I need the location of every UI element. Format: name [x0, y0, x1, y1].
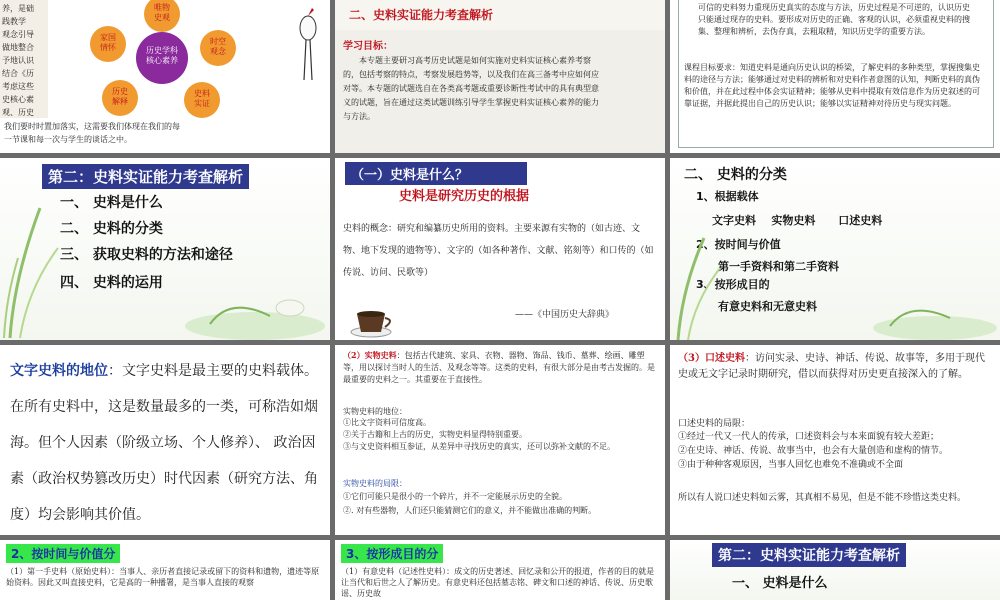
slide-4[interactable]	[0, 158, 330, 340]
slide-3[interactable]	[670, 0, 1000, 153]
slide-2[interactable]	[335, 0, 665, 153]
oral-source-intro-text: ：访问实录、史诗、神话、传说、故事等，多用于现代史或无文字记录时期研究，借以而获得对历史更直接深入的了解。	[678, 353, 985, 380]
coffee-cup-illustration	[349, 300, 399, 338]
slide-1-bottom-line-2: 一节课和每一次与学生的谈话之中。	[4, 135, 132, 144]
slide-3-text: 可信的史料努力重现历史真实的态度与方法，历史过程是不可逆的，认识历史只能通过现存的史料。要形成对历史的正确、客观的认识，必须重视史料的搜集、整理和辨析，去伪存真，去粗取精，知识历史学的重要方法。	[698, 3, 970, 36]
oral-source-label: （3）口述史料	[678, 353, 745, 364]
oral-limit-title: 口述史料的局限：	[678, 419, 751, 429]
physical-limit-2: ②. 对有些器物，人们还只能猜测它们的意义，并不能做出准确的判断。	[343, 506, 597, 515]
physical-source-intro	[343, 349, 659, 386]
physical-status-3: ③与文史资料相互参证，从差异中寻找历史的真实，还可以弥补文献的不足。	[343, 442, 615, 451]
physical-status-title: 实物史料的地位：	[343, 407, 407, 416]
outline-item-3: 三、 获取史料的方法和途径	[60, 247, 233, 263]
grass-decoration-left	[0, 188, 70, 338]
physical-limit-title: 实物史料的局限：	[343, 479, 407, 488]
slide-1-left-column	[0, 0, 48, 118]
classification-3-types: 有意史料和无意史料	[718, 300, 817, 313]
text-source-label: 文字史料的地位	[10, 363, 108, 379]
node-label-5: 家国 情怀	[100, 33, 116, 52]
slide-5[interactable]	[335, 158, 665, 340]
slide-11[interactable]	[335, 540, 665, 600]
slide-5-source: ——《中国历史大辞典》	[515, 310, 615, 320]
purpose-text: （1）有意史料（记述性史料）：成文的历史著述、回忆录和公开的报道，作者的目的就是让当代和后世之人了解历史。有意史料还包括墓志铭、碑文和口述的神话、传说、历史歌谣、历史故	[341, 567, 655, 598]
outline-item-4: 四、 史料的运用	[60, 275, 163, 291]
slide-2-heading: 二、史料实证能力考查解析	[349, 8, 494, 22]
physical-status-1: ①比文字资料可信度高。	[343, 418, 431, 427]
time-value-bar: 2、按时间与价值分	[6, 544, 120, 563]
oral-conclusion: 所以有人说口述史料如云雾，其真相不易见，但是不能不珍惜这类史料。	[678, 493, 967, 503]
what-is-source-bar: （一）史料是什么？	[345, 162, 527, 185]
classification-2-types: 第一手资料和第二手资料	[718, 260, 839, 273]
slide-1[interactable]	[0, 0, 330, 153]
node-label-1: 唯物 史观	[154, 3, 170, 22]
slide-5-body: 史料的概念：研究和编纂历史所用的资料。主要来源有实物的（如古迹、文物、地下发现的遗物等）、文字的（如各种著作、文献、铭刻等）和口传的（如传说、访问、民歌等）	[343, 224, 654, 278]
oral-limit-3: ③由于种种客观原因，当事人回忆也难免不准确或不全面	[678, 460, 904, 470]
core-literacy-center-label: 历史学科 核心素养	[146, 46, 178, 65]
slide-12-title: 第二：史料实证能力考查解析	[712, 543, 906, 567]
physical-status-2: ②关于古籍和上古的历史，实物史料显得特别重要。	[343, 430, 527, 439]
learning-goal-title: 学习目标：	[343, 41, 393, 52]
lily-decoration-2	[870, 292, 1000, 340]
crane-illustration	[290, 6, 328, 86]
slide-12-item: 一、 史料是什么	[732, 576, 828, 591]
slide-10[interactable]	[0, 540, 330, 600]
lily-decoration	[180, 286, 330, 340]
curriculum-goal-text: 课程目标要求：知道史料是通向历史认识的桥梁，了解史料的多种类型，掌握搜集史料的途径与方法；能够通过对史料的辨析和对史料作者意图的认知，判断史料的真伪和价值，并在此过程中体会实证精神；能够从史料中提取有效信息作为历史叙述的可靠证据，并据此提出自己的历史认识；能够以实证精神对待历史与现实问题。	[684, 63, 980, 108]
classification-heading: 二、 史料的分类	[684, 167, 787, 183]
time-value-text: （1）第一手史料（原始史料）：当事人、亲历者直接记录或留下的资料和遗物，遗迹等原始资料。因此又叫直接史料，它是高的一种播署，是当事人直接的观察	[6, 567, 320, 587]
slide-5-title: 史料是研究历史的根据	[399, 189, 530, 204]
purpose-bar: 3、按形成目的分	[341, 544, 443, 563]
physical-source-intro-text: ：包括古代建筑、家具、衣物、器物、饰品、钱币、墓葬、绘画、雕塑等，用以探讨当时人的生活、及观念等等。这类的史料，有很大部分是由考古发掘的。是最重要的史料之一。其重要在于直接性。	[343, 351, 655, 384]
grass-decoration-right	[670, 218, 730, 340]
oral-limit-1: ①经过一代又一代人的传承，口述资料会与本来面貌有较大差距；	[678, 432, 940, 442]
node-label-2: 时空 观念	[210, 37, 226, 56]
slide-4-title: 第二：史料实证能力考查解析	[42, 164, 249, 189]
outline-item-1: 一、 史料是什么	[60, 195, 163, 211]
slide-1-bottom-line-1: 我们要时时置加落实，这需要我们体现在我们的每	[4, 122, 180, 131]
slide-8[interactable]	[335, 345, 665, 535]
text-source-body: ：文字史料是最主要的史料载体。在所有史料中，这是数量最多的一类，可称浩如烟海。但个人因素（阶级立场、个人修养）、 政治因素（政治权势篡改历史）时代因素（研究方法、角度）均会影响其价值。	[10, 363, 318, 523]
learning-goal-text: 本专题主要研习高考历史试题是如何实施对史料实证核心素养考察的，包括考察的特点，考察发展趋势等，以及我们在高三备考中应如何应对等。本专题的试题选自在各类高考题或重要诊断性考试中的具有典型意义的试题，旨在通过这类试题训练引导学生掌握史料实证核心素养的能力与方法。	[343, 56, 599, 121]
classification-1: 1、根据载体	[696, 190, 759, 203]
slide-12[interactable]	[670, 540, 1000, 600]
node-label-3: 史料 实证	[194, 89, 210, 108]
oral-source-intro	[678, 351, 992, 383]
oral-limit-2: ②在史诗、神话、传说、故事当中，也会有大量创造和虚构的情节。	[678, 446, 949, 456]
outline-item-2: 二、 史料的分类	[60, 221, 163, 237]
classification-1-types: 文字史料 实物史料 口述史料	[712, 214, 883, 227]
physical-source-label: （2）实物史料	[343, 350, 397, 360]
slide-7[interactable]	[0, 345, 330, 535]
classification-2: 2、按时间与价值	[696, 238, 781, 251]
node-label-4: 历史 解释	[112, 87, 128, 106]
physical-limit-1: ①它们可能只是很小的一个碎片，并不一定能展示历史的全貌。	[343, 492, 567, 501]
slide-9[interactable]	[670, 345, 1000, 535]
slide-1-left-text: 养，是础 践教学 观念引导 做地整合 予地认识 结合《历 考虑这些 史核心素 观、历史	[2, 4, 34, 117]
text-source-paragraph	[10, 353, 322, 533]
slide-6[interactable]	[670, 158, 1000, 340]
classification-3: 3、按形成目的	[696, 278, 770, 291]
